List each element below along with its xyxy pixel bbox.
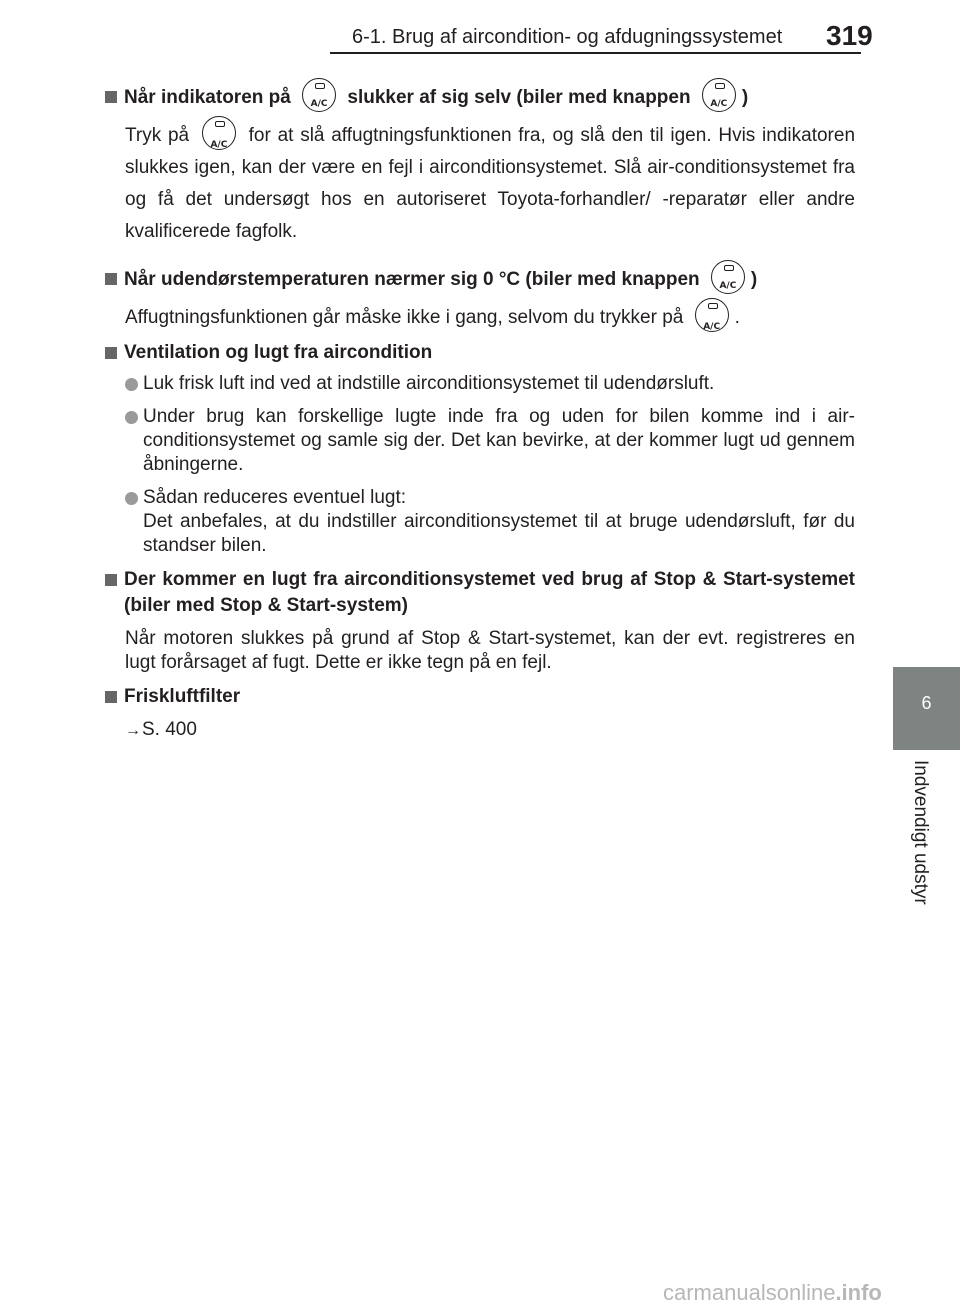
title-part: Når indikatoren på <box>124 87 291 109</box>
ac-icon-label: A/C <box>310 99 328 109</box>
header-rule <box>330 52 861 54</box>
text-part: . <box>734 307 740 328</box>
square-bullet-icon <box>105 347 117 359</box>
list-item <box>105 405 855 477</box>
section-temperature <box>105 266 855 334</box>
text-part: Affugtningsfunktionen går måske ikke i gang, selvom du trykker på <box>125 307 684 328</box>
section-title <box>105 567 855 619</box>
square-bullet-icon <box>105 574 117 586</box>
text-part: for at slå affugtningsfunktionen fra, og slå den til igen. Hvis indikatoren slukkes igen, kan der være en fejl i airconditionsystemet. Slå air-conditionsystemet fra og få det undersøgt hos en autoriseret Toyota-forhandler/ -reparatør eller andre kvalificerede fagfolk. <box>125 125 856 242</box>
list-item-text: Under brug kan forskellige lugte inde fra og uden for bilen komme ind i air-conditionsystemet og samle sig der. Det kan bevirke, at der kommer lugt ud gennem åbningerne. <box>143 406 855 475</box>
ac-icon-label: A/C <box>710 99 728 109</box>
section-title <box>105 84 855 112</box>
square-bullet-icon <box>105 273 117 285</box>
section-filter <box>105 684 855 747</box>
chapter-label-container <box>893 760 960 930</box>
chapter-label: Indvendigt udstyr <box>910 760 931 905</box>
section-ventilation <box>105 340 855 558</box>
section-text <box>105 627 855 675</box>
circle-bullet-icon <box>125 378 138 391</box>
page-reference[interactable] <box>105 714 855 747</box>
title-text: Der kommer en lugt fra airconditionsystemet ved brug af Stop & Start-systemet (biler med Stop & Start-system) <box>124 569 855 616</box>
chapter-tab[interactable] <box>893 667 960 750</box>
watermark <box>663 1280 882 1306</box>
section-title <box>105 340 855 366</box>
section-indicator <box>105 84 855 248</box>
ac-button-icon <box>702 78 736 112</box>
square-bullet-icon <box>105 91 117 103</box>
title-part: ) <box>741 87 749 109</box>
circle-bullet-icon <box>125 492 138 505</box>
arrow-right-icon: → <box>125 722 141 739</box>
page-reference-text: S. 400 <box>142 719 197 740</box>
title-part: Når udendørstemperaturen nærmer sig 0 °C (biler med knappen <box>124 269 700 291</box>
watermark-suffix: .info <box>835 1280 882 1305</box>
header-title: 6-1. Brug af aircondition- og afdugningssystemet <box>352 26 783 48</box>
section-stop-start <box>105 567 855 675</box>
title-text: Ventilation og lugt fra aircondition <box>124 342 433 363</box>
ac-icon-label: A/C <box>703 321 721 332</box>
ac-button-icon <box>302 78 336 112</box>
list-item <box>105 486 855 558</box>
chapter-number: 6 <box>921 693 932 713</box>
section-title <box>105 684 855 710</box>
page-number: 319 <box>826 20 873 51</box>
title-text: Friskluftfilter <box>124 686 241 707</box>
list-item-text: Luk frisk luft ind ved at indstille airconditionsystemet til udendørsluft. <box>143 373 715 394</box>
ac-button-icon <box>202 116 236 150</box>
circle-bullet-icon <box>125 411 138 424</box>
section-text <box>105 302 855 334</box>
ac-button-icon <box>711 260 745 294</box>
text-part: Tryk på <box>125 125 190 146</box>
content <box>105 84 855 765</box>
title-part: ) <box>750 269 758 291</box>
title-part: slukker af sig selv (biler med knappen <box>347 87 691 109</box>
square-bullet-icon <box>105 691 117 703</box>
watermark-text: carmanualsonline <box>663 1280 836 1305</box>
text-part: Når motoren slukkes på grund af Stop & Start-systemet, kan der evt. registreres en lugt forårsaget af fugt. Dette er ikke tegn på en fejl. <box>125 628 855 673</box>
section-text <box>105 120 855 248</box>
list-item <box>105 372 855 396</box>
list-item-text: Det anbefales, at du indstiller airconditionsystemet til at bruge udendørsluft, før du standser bilen. <box>143 511 855 556</box>
ac-button-icon <box>695 298 729 332</box>
section-title <box>105 266 855 294</box>
ac-icon-label: A/C <box>210 139 228 150</box>
list-item-text: Sådan reduceres eventuel lugt: <box>143 487 407 508</box>
ac-icon-label: A/C <box>719 281 737 291</box>
